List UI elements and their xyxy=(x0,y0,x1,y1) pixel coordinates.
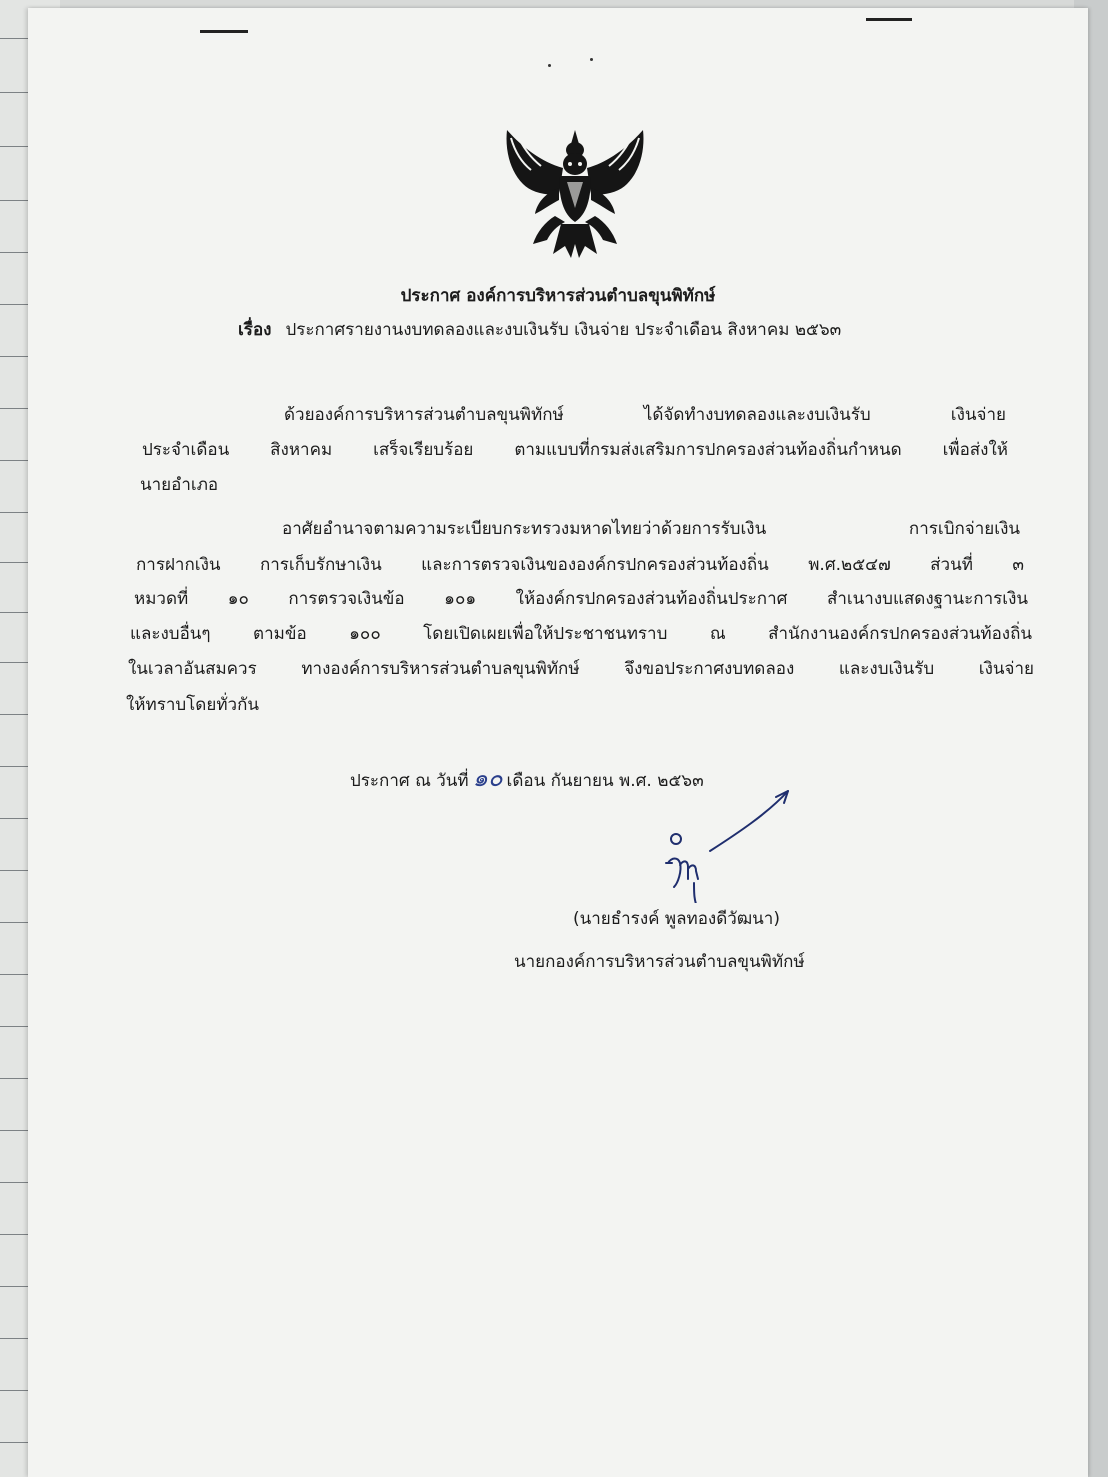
document-sheet xyxy=(28,8,1088,1477)
date-suffix: เดือน กันยายน พ.ศ. ๒๕๖๓ xyxy=(506,771,704,791)
subject-label: เรื่อง xyxy=(238,320,272,340)
paragraph1-line: ประจำเดือน สิงหาคม เสร็จเรียบร้อย ตามแบบที่กรมส่งเสริมการปกครองส่วนท้องถิ่นกำหนด เพื่อส่งให้ xyxy=(142,440,1008,460)
top-edge-mark-left xyxy=(200,30,248,33)
paper-speck xyxy=(548,64,551,67)
paragraph1-line: ด้วยองค์การบริหารส่วนตำบลขุนพิทักษ์ ได้จัดทำงบทดลองและงบเงินรับ เงินจ่าย xyxy=(284,405,1006,425)
paragraph2-line: การฝากเงิน การเก็บรักษาเงิน และการตรวจเงินขององค์กรปกครองส่วนท้องถิ่น พ.ศ.๒๕๔๗ ส่วนที่ ๓ xyxy=(136,555,1024,575)
top-edge-mark-right xyxy=(866,18,912,21)
paragraph2-line: ให้ทราบโดยทั่วกัน xyxy=(126,695,259,715)
paragraph1-line: นายอำเภอ xyxy=(140,475,219,495)
garuda-emblem-icon xyxy=(501,118,649,260)
paragraph2-line: หมวดที่ ๑๐ การตรวจเงินข้อ ๑๐๑ ให้องค์กรปกครองส่วนท้องถิ่นประกาศ สำเนางบแสดงฐานะการเงิน xyxy=(134,589,1028,609)
handwritten-signature-icon xyxy=(628,783,828,903)
paragraph2-line: อาศัยอำนาจตามความระเบียบกระทรวงมหาดไทยว่าด้วยการรับเงิน การเบิกจ่ายเงิน xyxy=(282,519,1020,539)
paragraph2-line: ในเวลาอันสมควร ทางองค์การบริหารส่วนตำบลขุนพิทักษ์ จึงขอประกาศงบทดลอง และงบเงินรับ เงินจ่าย xyxy=(128,659,1034,679)
paper-speck xyxy=(590,58,593,61)
signer-title: นายกองค์การบริหารส่วนตำบลขุนพิทักษ์ xyxy=(514,952,805,972)
subject-text: ประกาศรายงานงบทดลองและงบเงินรับ เงินจ่าย ประจำเดือน สิงหาคม ๒๕๖๓ xyxy=(285,320,842,340)
document-subject xyxy=(238,316,841,343)
document-title: ประกาศ องค์การบริหารส่วนตำบลขุนพิทักษ์ xyxy=(400,286,716,306)
signer-name: (นายธำรงค์ พูลทองดีวัฒนา) xyxy=(573,909,780,929)
date-day-handwritten: ๑๐ xyxy=(472,764,503,792)
date-prefix: ประกาศ ณ วันที่ xyxy=(350,771,469,791)
paragraph2-line: และงบอื่นๆ ตามข้อ ๑๐๐ โดยเปิดเผยเพื่อให้ประชาชนทราบ ณ สำนักงานองค์กรปกครองส่วนท้องถิ่น xyxy=(130,624,1032,644)
